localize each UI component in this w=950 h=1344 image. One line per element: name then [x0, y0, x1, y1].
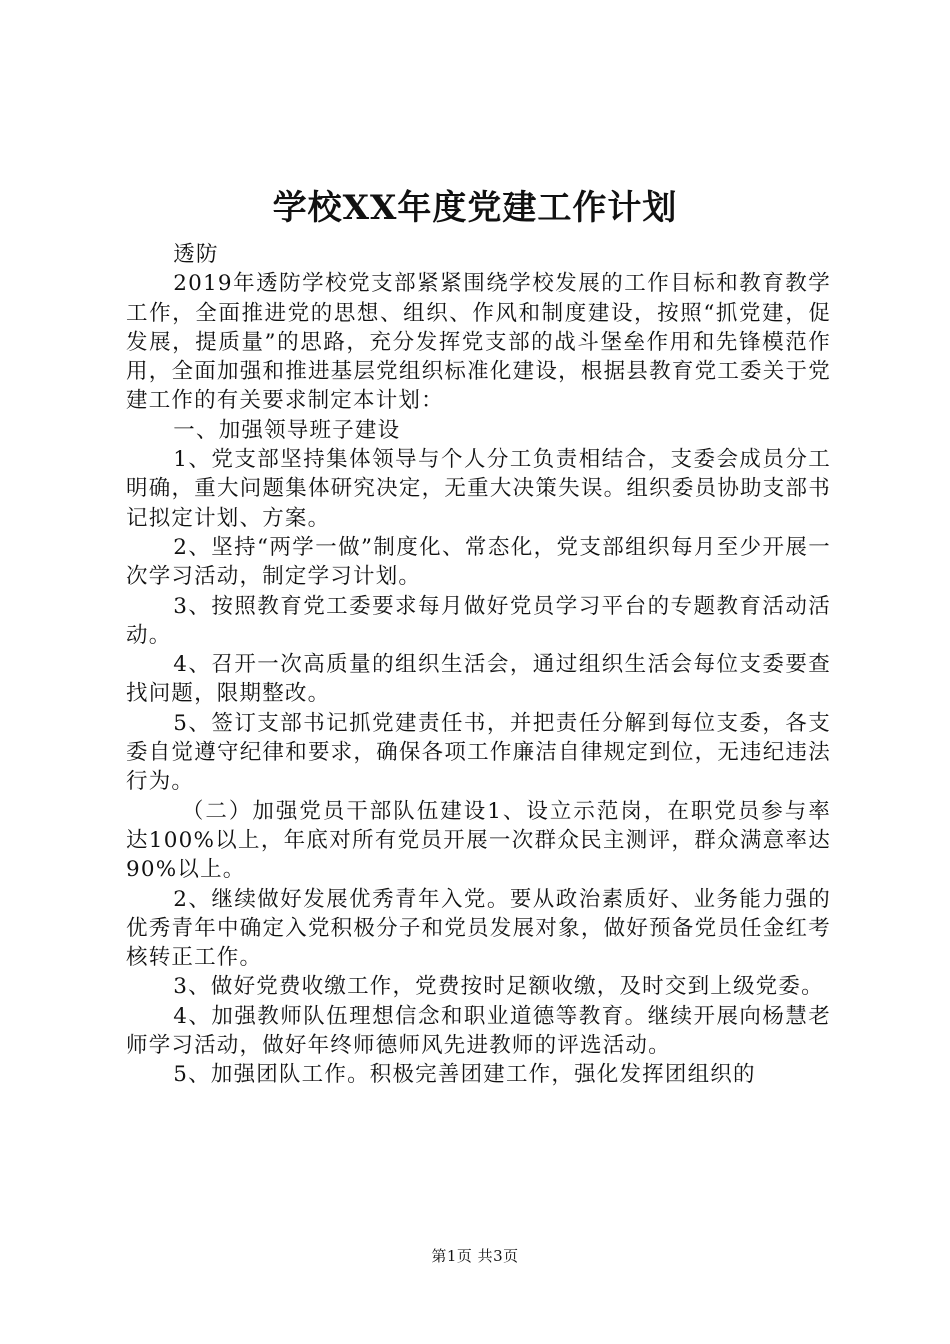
- intro-paragraph: 2019年透防学校党支部紧紧围绕学校发展的工作目标和教育教学工作，全面推进党的思想、组织、作风和制度建设，按照“抓党建，促发展，提质量”的思路，充分发挥党支部的战斗堡垒作用和先锋模范作用，全面加强和推进基层党组织标准化建设，根据县教育党工委关于党建工作的有关要求制定本计划：: [126, 271, 831, 414]
- list-item: 5、签订支部书记抓党建责任书，并把责任分解到每位支委，各支委自觉遵守纪律和要求，确保各项工作廉洁自律规定到位，无违纪违法行为。: [126, 710, 831, 795]
- list-item: 1、党支部坚持集体领导与个人分工负责相结合，支委会成员分工明确，重大问题集体研究决定，无重大决策失误。组织委员协助支部书记拟定计划、方案。: [126, 447, 831, 531]
- list-item: 2、坚持“两学一做”制度化、常态化，党支部组织每月至少开展一次学习活动，制定学习计划。: [126, 534, 831, 590]
- list-item: 4、加强教师队伍理想信念和职业道德等教育。继续开展向杨慧老师学习活动，做好年终师德师风先进教师的评选活动。: [126, 1003, 831, 1059]
- page-footer: 第1页 共3页: [431, 1247, 519, 1265]
- document-title: 学校XX年度党建工作计划: [272, 188, 678, 228]
- section-paragraph: （二）加强党员干部队伍建设1、设立示范岗，在职党员参与率达100%以上，年底对所有党员开展一次群众民主测评，群众满意率达90%以上。: [126, 798, 831, 883]
- author-line: 透防: [173, 242, 219, 267]
- document-body: [126, 240, 831, 1090]
- section-heading: 一、加强领导班子建设: [173, 417, 401, 443]
- list-item: 2、继续做好发展优秀青年入党。要从政治素质好、业务能力强的优秀青年中确定入党积极分子和党员发展对象，做好预备党员任金红考核转正工作。: [126, 886, 831, 971]
- list-item: 3、做好党费收缴工作，党费按时足额收缴，及时交到上级党委。: [173, 974, 824, 1000]
- list-item: 5、加强团队工作。积极完善团建工作，强化发挥团组织的: [173, 1062, 756, 1088]
- list-item: 4、召开一次高质量的组织生活会，通过组织生活会每位支委要查找问题，限期整改。: [126, 652, 831, 707]
- list-item: 3、按照教育党工委要求每月做好党员学习平台的专题教育活动活动。: [126, 593, 831, 648]
